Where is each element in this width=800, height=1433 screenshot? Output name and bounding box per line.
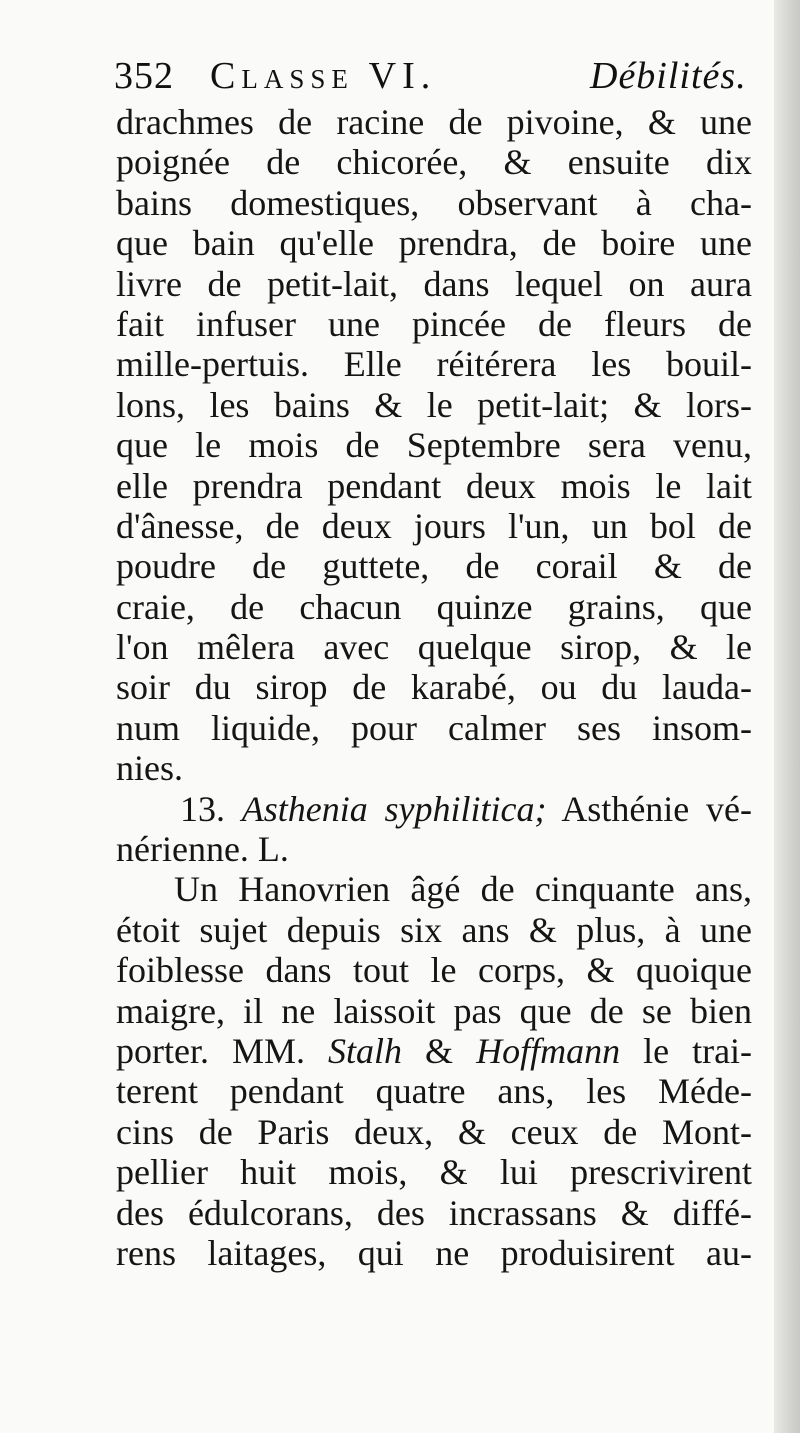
text-line: que le mois de Septembre sera venu, xyxy=(116,425,752,466)
text-line: pellier huit mois, & lui prescrivirent xyxy=(116,1152,752,1193)
page-text xyxy=(116,102,752,1273)
text-run: & xyxy=(425,1030,454,1071)
text-line: cins de Paris deux, & ceux de Mont- xyxy=(116,1111,752,1152)
text-line: lons, les bains & le petit-lait; & lors- xyxy=(116,384,752,425)
text-line: poignée de chicorée, & ensuite dix xyxy=(116,142,752,183)
text-line: rens laitages, qui ne produisirent au- xyxy=(116,1232,752,1273)
text-line: elle prendra pendant deux mois le lait xyxy=(116,465,752,506)
text-line: poudre de guttete, de corail & de xyxy=(116,546,752,587)
text-line: maigre, il ne laissoit pas que de se bien xyxy=(116,990,752,1031)
name-hoffmann: Hoffmann xyxy=(476,1030,621,1071)
section-title: Débilités. xyxy=(590,55,747,97)
text-line: fait infuser une pincée de fleurs de xyxy=(116,303,752,344)
section-heading xyxy=(116,789,752,829)
text-line: des édulcorans, des incrassans & diffé- xyxy=(116,1192,752,1233)
text-line: étoit sujet depuis six ans & plus, à une xyxy=(116,909,752,950)
text-line: Un Hanovrien âgé de cinquante ans, xyxy=(174,869,752,910)
text-line: mille-pertuis. Elle réitérera les bouil- xyxy=(116,344,752,385)
page-number: 352 xyxy=(114,55,174,97)
text-line: livre de petit-lait, dans lequel on aura xyxy=(116,263,752,304)
text-line: que bain qu'elle prendra, de boire une xyxy=(116,223,752,264)
text-run: porter. MM. xyxy=(116,1030,305,1071)
text-line: nies. xyxy=(116,748,183,789)
heading-number: 13. xyxy=(180,788,225,829)
text-line: l'on mêlera avec quelque sirop, & le xyxy=(116,627,752,668)
text-line: terent pendant quatre ans, les Méde- xyxy=(116,1071,752,1112)
heading-french-name: Asthénie vé- xyxy=(561,788,752,829)
text-line: drachmes de racine de pivoine, & une xyxy=(116,102,752,142)
text-line xyxy=(116,1031,752,1071)
text-line: foiblesse dans tout le corps, & quoique xyxy=(116,950,752,991)
text-line: craie, de chacun quinze grains, que xyxy=(116,586,752,627)
class-title: Classe VI. xyxy=(210,55,437,97)
heading-latin-name: Asthenia syphilitica; xyxy=(241,788,547,829)
text-line: soir du sirop de karabé, ou du lauda- xyxy=(116,667,752,708)
name-stalh: Stalh xyxy=(328,1030,403,1071)
page-edge-shadow xyxy=(774,0,800,1433)
text-run: le trai- xyxy=(643,1030,752,1071)
running-header xyxy=(114,48,754,100)
section-heading-cont: nérienne. L. xyxy=(116,829,289,870)
text-line: bains domestiques, observant à cha- xyxy=(116,182,752,223)
text-line: num liquide, pour calmer ses insom- xyxy=(116,707,752,748)
text-line: d'ânesse, de deux jours l'un, un bol de xyxy=(116,505,752,546)
